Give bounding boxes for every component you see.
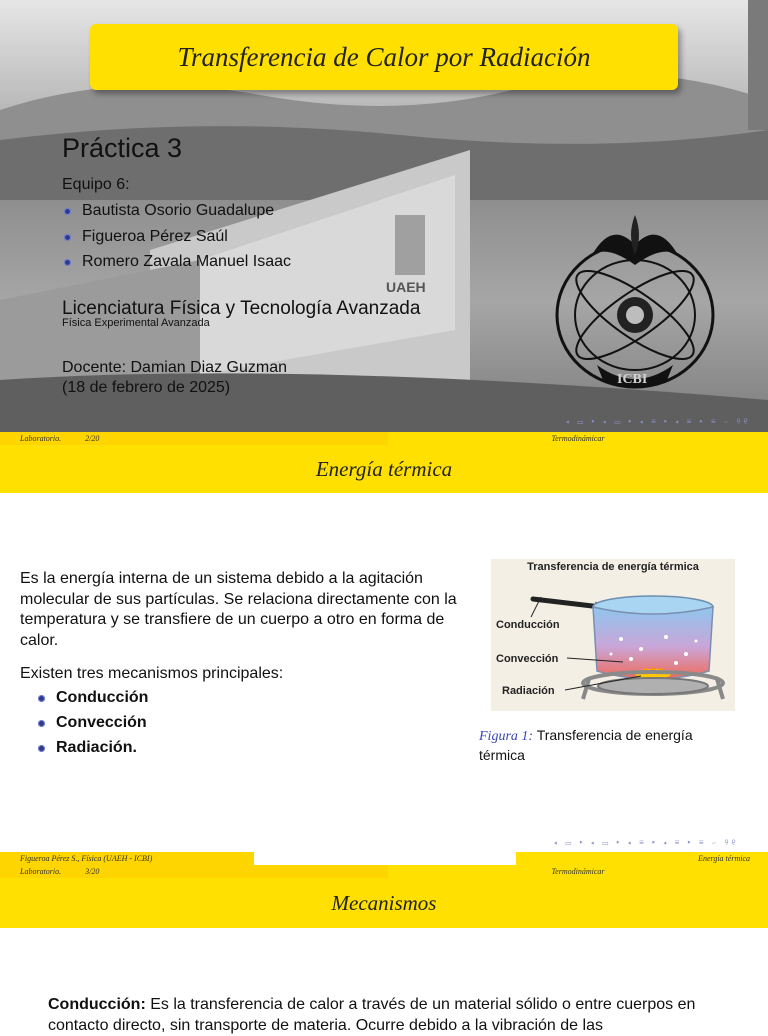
footer-topic: Energía térmica [698, 854, 750, 863]
member-name: Bautista Osorio Guadalupe [82, 202, 275, 219]
figure-caption-text: Transferencia de energía térmica [479, 727, 693, 763]
beamer-nav-icons[interactable]: ◂ ▭ ▸ ◂ ▭ ▸ ◂ ≡ ▸ ◂ ≡ ▸ ≡ ∽ ୨୧ [554, 838, 739, 847]
footer-topic-bar [516, 852, 768, 865]
slide2-title: Energía térmica [315, 456, 453, 481]
bullet-icon [38, 720, 45, 727]
practice-heading: Práctica 3 [62, 133, 183, 163]
footer-section: Laboratorio. [20, 434, 62, 443]
figure-heading: Transferencia de energía térmica [527, 561, 699, 573]
figure-number: Figura 1: [479, 729, 534, 744]
mechanism-label: Conducción [56, 689, 149, 706]
member-name: Figueroa Pérez Saúl [82, 228, 228, 245]
member-item [64, 202, 274, 220]
conduction-text: Es la transferencia de calor a través de un material sólido o entre cuerpos en contacto directo, sin transporte de materia. Ocurre debido a la vibración de las [48, 996, 696, 1034]
member-item [64, 228, 228, 246]
footer-topic: Termodinámicar [551, 434, 605, 443]
mechanism-item [38, 739, 137, 757]
mechanism-label: Radiación. [56, 739, 137, 756]
team-label: Equipo 6: [62, 176, 130, 193]
footer-author-bar [0, 852, 254, 865]
footer-left-bar [0, 432, 388, 445]
bullet-icon [64, 234, 71, 241]
member-item [64, 253, 291, 271]
bullet-icon [38, 745, 45, 752]
footer-topic: Termodinámicar [551, 867, 605, 876]
beamer-nav-icons[interactable]: ◂ ▭ ▸ ◂ ▭ ▸ ◂ ≡ ▸ ◂ ≡ ▸ ≡ ∽ ୨୧ [566, 417, 751, 426]
mechanism-label: Convección [56, 714, 147, 731]
figure-label-convection: Convección [496, 653, 559, 665]
slide-title-box [90, 24, 678, 90]
icbi-seal-logo [552, 215, 718, 395]
degree-title: Licenciatura Física y Tecnología Avanzada [62, 298, 421, 319]
slide-title: Transferencia de Calor por Radiación [177, 41, 591, 72]
definition-text: Es la energía interna de un sistema debido a la agitación molecular de sus partículas. Se relaciona directamente con la temperatura y se transfiere de un cuerpo a otro en forma de calor. [20, 570, 457, 649]
footer-page: 3/20 [85, 867, 100, 876]
mechanism-item [38, 714, 147, 732]
heat-transfer-figure [491, 559, 735, 711]
title-slide [0, 0, 768, 432]
mechanisms-intro: Existen tres mecanismos principales: [20, 665, 284, 682]
figure-label-radiation: Radiación [502, 685, 555, 697]
figure-caption [479, 726, 739, 764]
svg-text:ICBI: ICBI [617, 372, 648, 387]
bullet-icon [38, 695, 45, 702]
mechanism-item [38, 689, 148, 707]
footer-right-bar [388, 865, 768, 878]
footer-author: Figueroa Pérez S., Física (UAEH - ICBI) [20, 854, 153, 863]
teacher-name: Docente: Damian Diaz Guzman [62, 359, 287, 376]
slide2-title-bar [0, 445, 768, 493]
footer-right-bar [388, 432, 768, 445]
figure-label-conduction: Conducción [496, 619, 560, 631]
footer-page: 2/20 [85, 434, 100, 443]
slide3-title: Mecanismos [331, 890, 437, 915]
conduction-paragraph [48, 994, 738, 1036]
svg-text:UAEH: UAEH [386, 279, 426, 295]
footer-section: Laboratorio. [20, 867, 62, 876]
member-name: Romero Zavala Manuel Isaac [82, 253, 291, 270]
presentation-date: (18 de febrero de 2025) [62, 379, 231, 396]
conduction-term: Conducción: [48, 996, 146, 1013]
slide3-title-bar [0, 878, 768, 928]
bullet-icon [64, 208, 71, 215]
footer-left-bar [0, 865, 388, 878]
bullet-icon [64, 259, 71, 266]
degree-subtitle: Física Experimental Avanzada [62, 317, 210, 329]
